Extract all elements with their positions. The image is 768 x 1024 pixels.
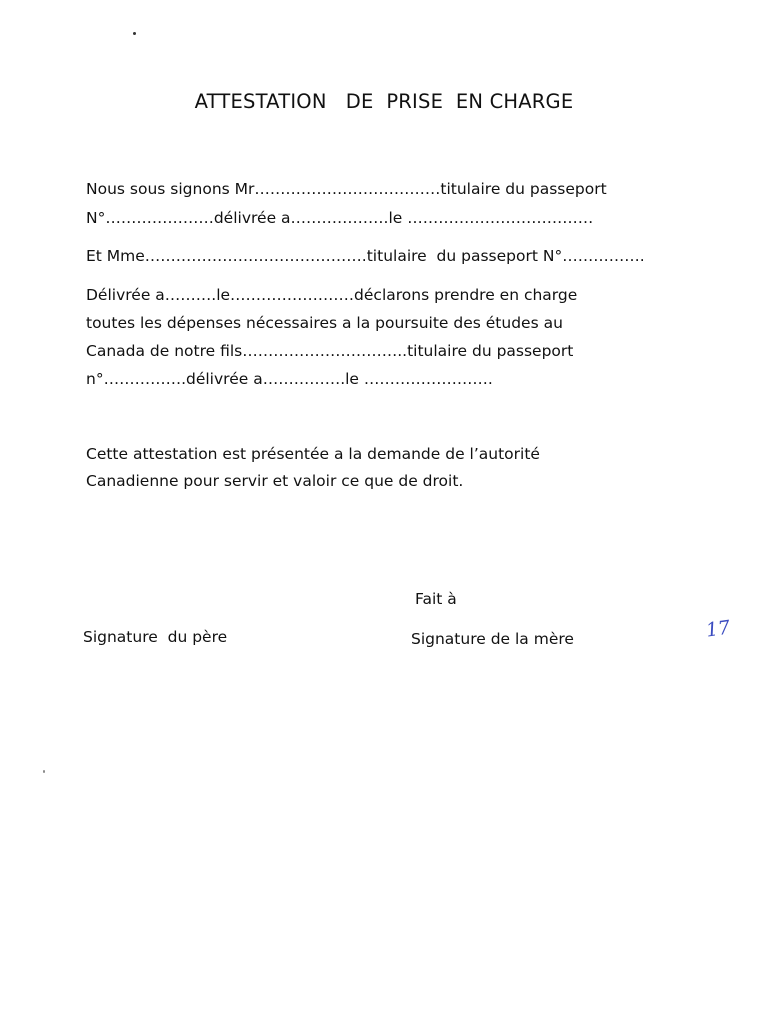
text-line: Nous sous signons Mr………………………………titulaire du passeport — [86, 180, 607, 198]
text-line: Cette attestation est présentée a la demande de l’autorité — [86, 445, 540, 463]
text-line: Délivrée a……….le……………………déclarons prendre en charge — [86, 286, 578, 304]
text-line: Canadienne pour servir et valoir ce que de droit. — [86, 472, 464, 490]
text-line: n°…………….délivrée a…………….le ……………………. — [86, 370, 493, 388]
scan-speck — [133, 32, 136, 35]
signature-mother-label: Signature de la mère — [411, 630, 574, 648]
handwritten-page-number: 17 — [704, 616, 732, 642]
signature-father-label: Signature du père — [83, 628, 228, 646]
text-line: toutes les dépenses nécessaires a la poursuite des études au — [86, 314, 563, 332]
text-line: N°…………………délivrée a……………….le ……………………………… — [86, 209, 594, 227]
text-line: Canada de notre fils…………………………..titulaire du passeport — [86, 342, 574, 360]
text-line: Et Mme…………………………………….titulaire du passeport N°……………. — [86, 247, 645, 265]
place-label: Fait à — [415, 590, 457, 608]
scan-speck — [43, 770, 45, 773]
document-title: ATTESTATION DE PRISE EN CHARGE — [194, 90, 574, 113]
